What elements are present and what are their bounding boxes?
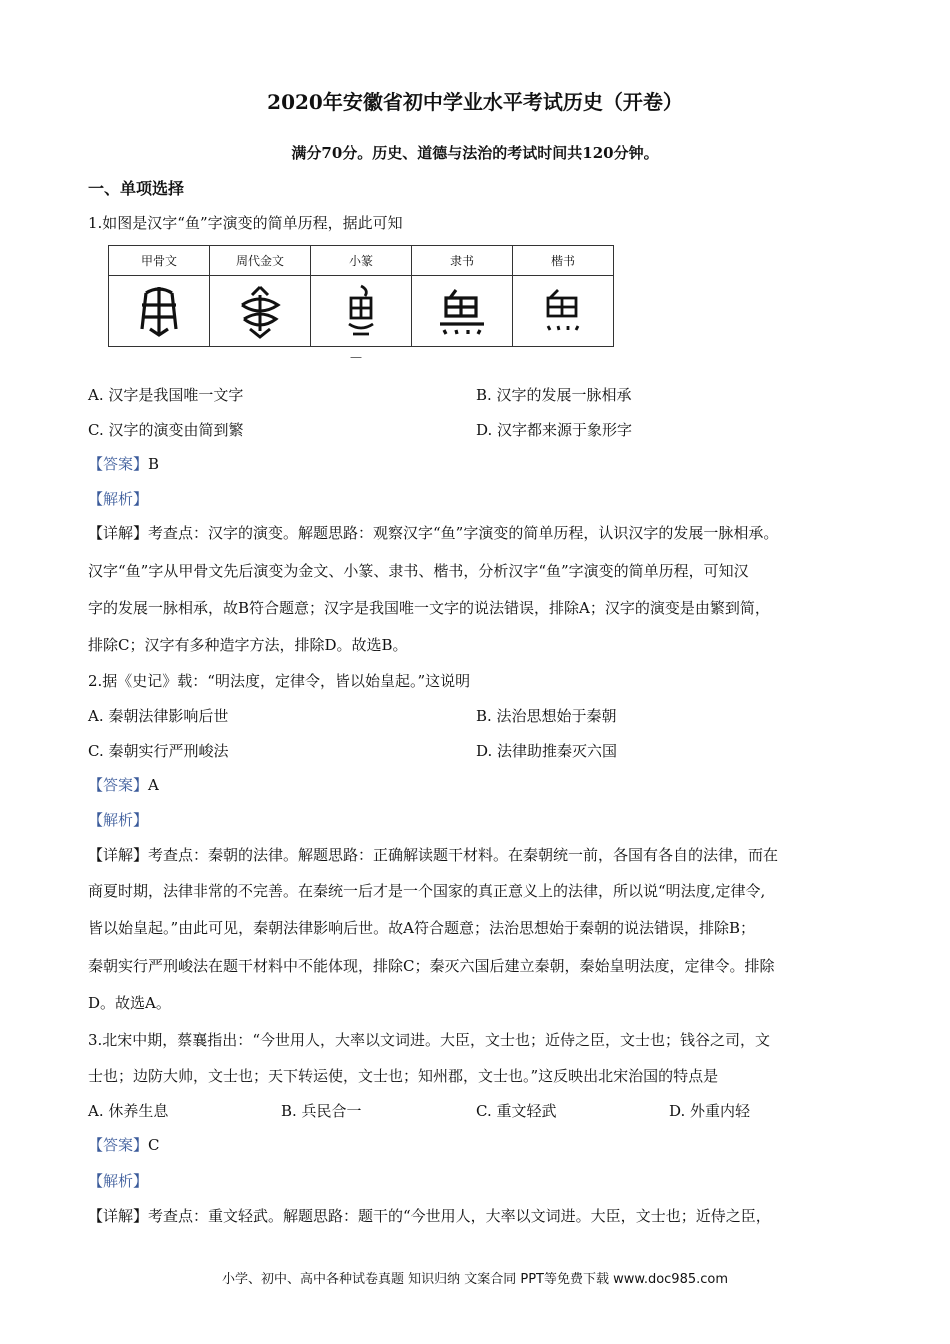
answer-value: B (148, 455, 160, 473)
table-header-regular: 楷书 (513, 246, 614, 276)
q3-stem: 士也；边防大帅，文士也；天下转运使，文士也；知州郡，文士也。”这反映出北宋治国的特点是 (88, 1067, 719, 1085)
q2-detail-line (88, 844, 778, 866)
q3-stem: 3.北宋中期，蔡襄指出：“今世用人，大率以文词进。大臣，文士也；近侍之臣，文士也；钱谷之司，文 (88, 1031, 770, 1049)
fish-evolution-table (108, 245, 614, 347)
q1-option-a: A. 汉字是我国唯一文字 (88, 386, 244, 404)
q3-option-d: D. 外重内轻 (669, 1102, 751, 1120)
q2-detail-line: 商夏时期，法律非常的不完善。在秦统一后才是一个国家的真正意义上的法律，所以说“明法度,定律令, (88, 882, 766, 900)
answer-value: A (148, 776, 159, 794)
table-header-clerical: 隶书 (412, 246, 513, 276)
table-header-seal: 小篆 (311, 246, 412, 276)
seal-fish-glyph (311, 276, 412, 347)
q1-stem: 1.如图是汉字“鱼”字演变的简单历程，据此可知 (88, 214, 403, 232)
q3-option-a: A. 休养生息 (88, 1102, 169, 1120)
q3-option-b: B. 兵民合一 (281, 1102, 362, 1120)
q2-option-a: A. 秦朝法律影响后世 (88, 707, 229, 725)
page-title: 2020年安徽省初中学业水平考试历史（开卷） (267, 90, 683, 114)
q2-detail-line: 秦朝实行严刑峻法在题干材料中不能体现，排除C；秦灭六国后建立秦朝，秦始皇明法度，定律令。排除 (88, 957, 775, 975)
q1-answer (88, 453, 159, 475)
q1-detail-line: 字的发展一脉相承，故B符合题意；汉字是我国唯一文字的说法错误，排除A；汉字的演变是由繁到简， (88, 599, 770, 617)
table-caption: — (350, 350, 362, 364)
detail-text: 考查点：汉字的演变。解题思路：观察汉字“鱼”字演变的简单历程，认识汉字的发展一脉相承。 (148, 524, 779, 542)
table-header-bronze: 周代金文 (210, 246, 311, 276)
q2-option-b: B. 法治思想始于秦朝 (476, 707, 617, 725)
exam-subtitle: 满分70分。历史、道德与法治的考试时间共120分钟。 (291, 144, 659, 162)
q2-detail-line: D。故选A。 (88, 994, 171, 1012)
q3-option-c: C. 重文轻武 (476, 1102, 557, 1120)
q1-detail-line: 汉字“鱼”字从甲骨文先后演变为金文、小篆、隶书、楷书，分析汉字“鱼”字演变的简单历程，可知汉 (88, 562, 749, 580)
regular-fish-glyph (513, 276, 614, 347)
q1-option-b: B. 汉字的发展一脉相承 (476, 386, 632, 404)
answer-label: 【答案】 (88, 455, 149, 473)
q1-option-d: D. 汉字都来源于象形字 (476, 421, 633, 439)
answer-label: 【答案】 (88, 776, 149, 794)
q2-answer (88, 774, 159, 796)
answer-label: 【答案】 (88, 1136, 149, 1154)
oracle-fish-glyph (109, 276, 210, 347)
q1-option-c: C. 汉字的演变由简到繁 (88, 421, 244, 439)
detail-text: 考查点：秦朝的法律。解题思路：正确解读题干材料。在秦朝统一前，各国有各自的法律，而在 (148, 846, 779, 864)
q2-option-d: D. 法律助推秦灭六国 (476, 742, 618, 760)
q2-stem: 2.据《史记》载：“明法度，定律令，皆以始皇起。”这说明 (88, 672, 471, 690)
detail-label: 【详解】 (88, 846, 149, 864)
q2-option-c: C. 秦朝实行严刑峻法 (88, 742, 229, 760)
detail-label: 【详解】 (88, 1207, 149, 1225)
q2-detail-line: 皆以始皇起。”由此可见，秦朝法律影响后世。故A符合题意；法治思想始于秦朝的说法错误，排除B； (88, 919, 756, 937)
table-header-oracle: 甲骨文 (109, 246, 210, 276)
q2-analysis-label: 【解析】 (88, 811, 149, 829)
page-footer: 小学、初中、高中各种试卷真题 知识归纳 文案合同 PPT等免费下载 www.doc985.com (221, 1272, 729, 1287)
bronze-fish-glyph (210, 276, 311, 347)
q1-analysis-label: 【解析】 (88, 490, 149, 508)
section-heading: 一、单项选择 (88, 179, 185, 198)
q1-detail-line (88, 522, 778, 544)
q1-detail-line: 排除C；汉字有多种造字方法，排除D。故选B。 (88, 636, 408, 654)
answer-value: C (148, 1136, 160, 1154)
clerical-fish-glyph (412, 276, 513, 347)
detail-label: 【详解】 (88, 524, 149, 542)
q3-analysis-label: 【解析】 (88, 1172, 149, 1190)
q3-answer (88, 1134, 160, 1156)
q3-detail-line (88, 1205, 771, 1227)
detail-text: 考查点：重文轻武。解题思路：题干的“今世用人，大率以文词进。大臣，文士也；近侍之臣， (148, 1207, 771, 1225)
